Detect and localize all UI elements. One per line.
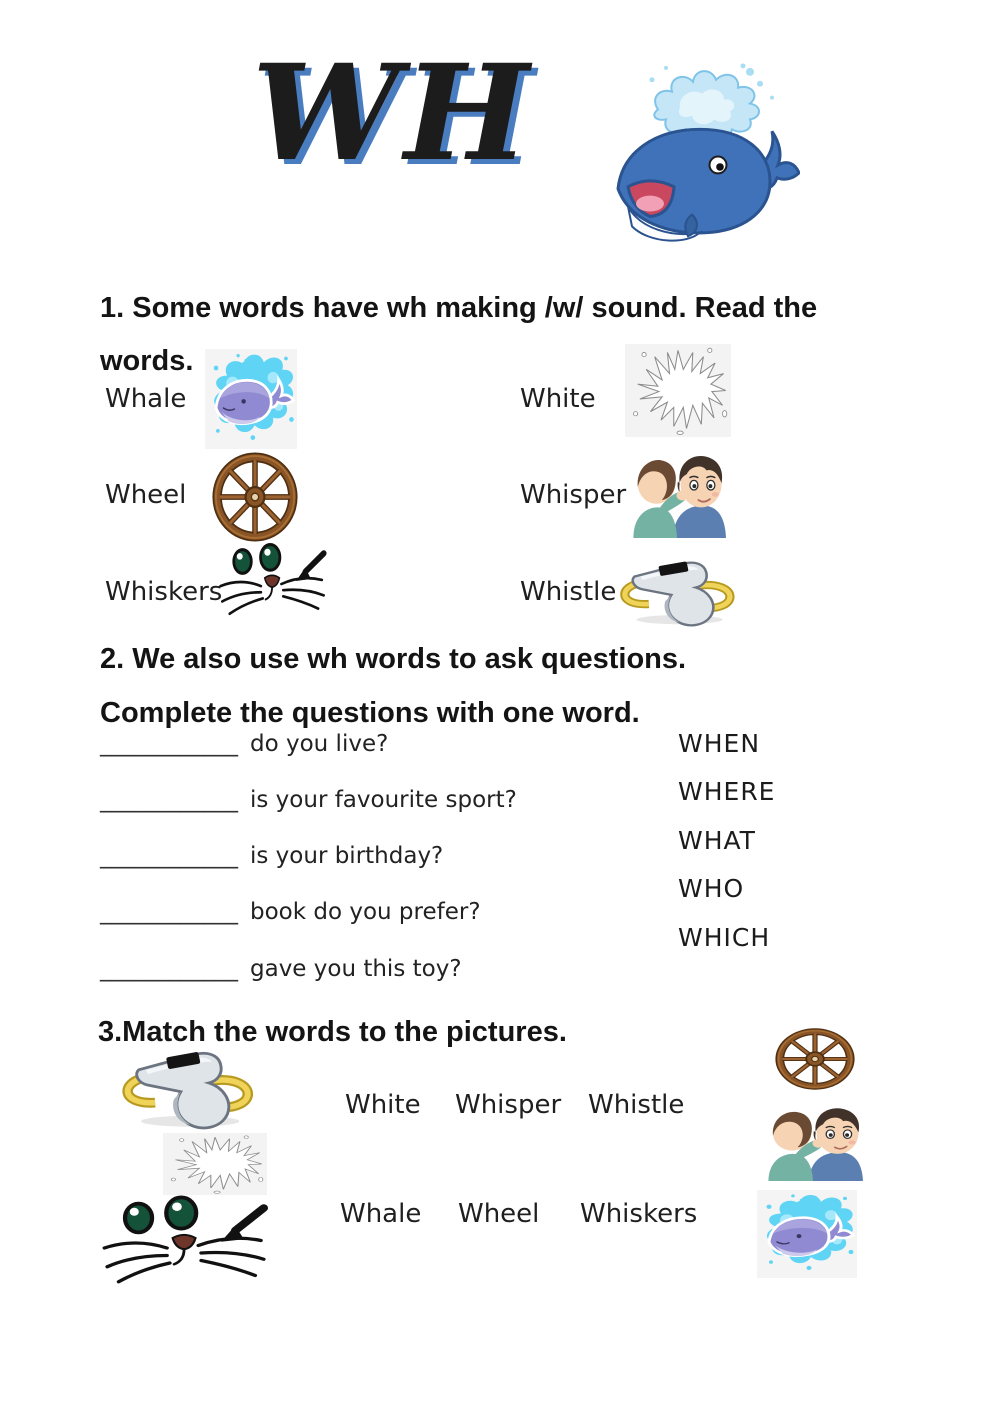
picture-wooden-wheel — [212, 452, 298, 542]
match-picture-whisper-people[interactable] — [763, 1103, 863, 1181]
match-word-whale[interactable]: Whale — [340, 1199, 422, 1229]
question-blank-1[interactable]: ____________ — [100, 731, 238, 757]
word-label-whistle: Whistle — [520, 577, 617, 607]
question-5 — [100, 956, 462, 982]
question-2 — [100, 787, 517, 813]
question-text-5: gave you this toy? — [250, 956, 462, 982]
question-blank-4[interactable]: ____________ — [100, 899, 238, 925]
question-1 — [100, 731, 388, 757]
question-text-1: do you live? — [250, 731, 389, 757]
picture-whisper-people — [628, 450, 726, 538]
match-picture-white-splash[interactable] — [163, 1133, 267, 1195]
section2-subheading: Complete the questions with one word. — [100, 697, 640, 729]
match-word-whisper[interactable]: Whisper — [455, 1090, 562, 1120]
question-blank-2[interactable]: ____________ — [100, 787, 238, 813]
word-bank-item-when: WHEN — [678, 729, 761, 758]
match-picture-purple-whale[interactable] — [757, 1190, 857, 1278]
word-label-wheel: Wheel — [105, 480, 187, 510]
section2-heading: 2. We also use wh words to ask questions. — [100, 643, 687, 675]
worksheet-title: WH — [252, 36, 533, 191]
word-label-whisper: Whisper — [520, 480, 627, 510]
blue-whale-image — [600, 58, 800, 266]
picture-white-splash — [625, 344, 731, 437]
section3-heading: 3.Match the words to the pictures. — [98, 1016, 567, 1048]
match-picture-wooden-wheel[interactable] — [775, 1028, 855, 1090]
word-label-whiskers: Whiskers — [105, 577, 223, 607]
match-picture-whistle[interactable] — [113, 1037, 265, 1130]
question-blank-5[interactable]: ____________ — [100, 956, 238, 982]
picture-purple-whale — [205, 349, 297, 449]
match-picture-cat-whiskers[interactable] — [93, 1193, 278, 1293]
word-bank-item-where: WHERE — [678, 777, 776, 806]
word-label-white: White — [520, 384, 596, 414]
question-3 — [100, 843, 443, 869]
question-blank-3[interactable]: ____________ — [100, 843, 238, 869]
picture-whistle — [612, 549, 745, 627]
match-word-white[interactable]: White — [345, 1090, 421, 1120]
question-text-3: is your birthday? — [250, 843, 444, 869]
word-bank-item-which: WHICH — [678, 923, 771, 952]
section1-heading: 1. Some words have wh making /w/ sound. Read the words. — [100, 292, 818, 377]
match-word-whistle[interactable]: Whistle — [588, 1090, 685, 1120]
word-bank-item-who: WHO — [678, 874, 745, 903]
match-word-wheel[interactable]: Wheel — [458, 1199, 540, 1229]
match-word-whiskers[interactable]: Whiskers — [580, 1199, 698, 1229]
question-text-4: book do you prefer? — [250, 899, 481, 925]
word-label-whale: Whale — [105, 384, 187, 414]
question-4 — [100, 899, 481, 925]
question-text-2: is your favourite sport? — [250, 787, 517, 813]
picture-cat-whiskers — [213, 541, 333, 623]
word-bank-item-what: WHAT — [678, 826, 756, 855]
